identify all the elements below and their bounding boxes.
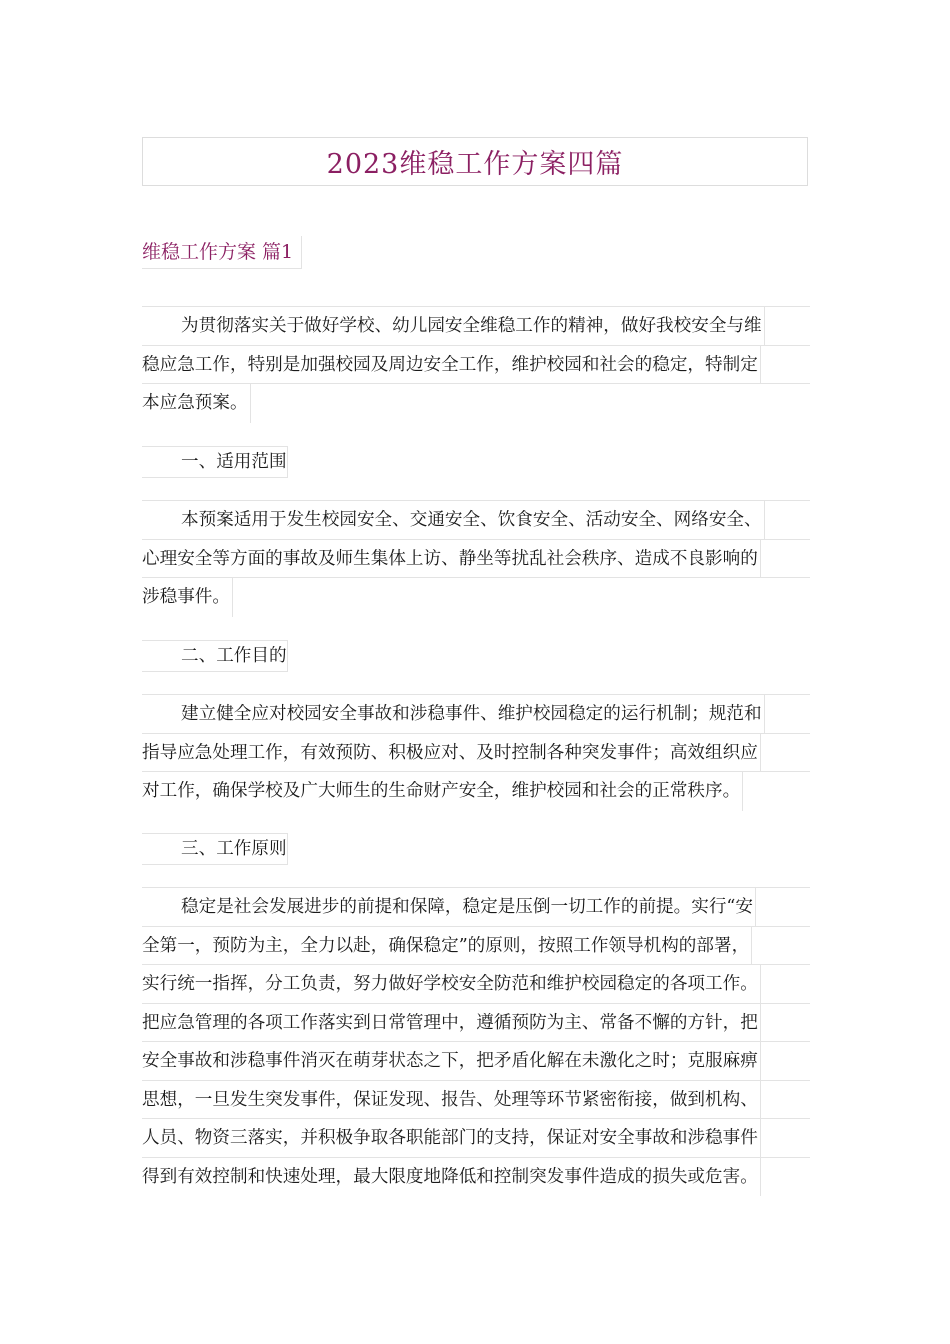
paragraph-line: 为贯彻落实关于做好学校、幼儿园安全维稳工作的精神，做好我校安全与维	[142, 306, 810, 345]
document-title: 2023维稳工作方案四篇	[326, 149, 624, 180]
paragraph-line: 稳定是社会发展进步的前提和保障，稳定是压倒一切工作的前提。实行“安	[142, 887, 810, 926]
paragraph-line: 本应急预案。	[142, 383, 810, 422]
heading-scope: 一、适用范围	[142, 446, 288, 478]
paragraph-line: 把应急管理的各项工作落实到日常管理中，遵循预防为主、常备不懈的方针，把	[142, 1003, 810, 1042]
paragraph-line: 全第一，预防为主，全力以赴，确保稳定”的原则，按照工作领导机构的部署，	[142, 926, 810, 965]
paragraph-line: 实行统一指挥，分工负责，努力做好学校安全防范和维护校园稳定的各项工作。	[142, 964, 810, 1003]
paragraph-line: 建立健全应对校园安全事故和涉稳事件、维护校园稳定的运行机制；规范和	[142, 694, 810, 733]
section-heading: 维稳工作方案 篇1	[142, 236, 302, 269]
paragraph-line: 本预案适用于发生校园安全、交通安全、饮食安全、活动安全、网络安全、	[142, 500, 810, 539]
scope-paragraph	[142, 500, 810, 616]
paragraph-line: 心理安全等方面的事故及师生集体上访、静坐等扰乱社会秩序、造成不良影响的	[142, 539, 810, 578]
paragraph-line: 得到有效控制和快速处理，最大限度地降低和控制突发事件造成的损失或危害。	[142, 1157, 810, 1196]
paragraph-line: 人员、物资三落实，并积极争取各职能部门的支持，保证对安全事故和涉稳事件	[142, 1118, 810, 1157]
heading-purpose: 二、工作目的	[142, 640, 288, 672]
principle-paragraph	[142, 887, 810, 1195]
heading-principle: 三、工作原则	[142, 833, 288, 865]
purpose-paragraph	[142, 694, 810, 810]
paragraph-line: 涉稳事件。	[142, 577, 810, 616]
paragraph-line: 安全事故和涉稳事件消灭在萌芽状态之下，把矛盾化解在未激化之时；克服麻痹	[142, 1041, 810, 1080]
document-title-box	[142, 137, 808, 186]
intro-paragraph	[142, 306, 810, 422]
paragraph-line: 稳应急工作，特别是加强校园及周边安全工作，维护校园和社会的稳定，特制定	[142, 345, 810, 384]
paragraph-line: 指导应急处理工作，有效预防、积极应对、及时控制各种突发事件；高效组织应	[142, 733, 810, 772]
paragraph-line: 思想，一旦发生突发事件，保证发现、报告、处理等环节紧密衔接，做到机构、	[142, 1080, 810, 1119]
paragraph-line: 对工作，确保学校及广大师生的生命财产安全，维护校园和社会的正常秩序。	[142, 771, 810, 810]
